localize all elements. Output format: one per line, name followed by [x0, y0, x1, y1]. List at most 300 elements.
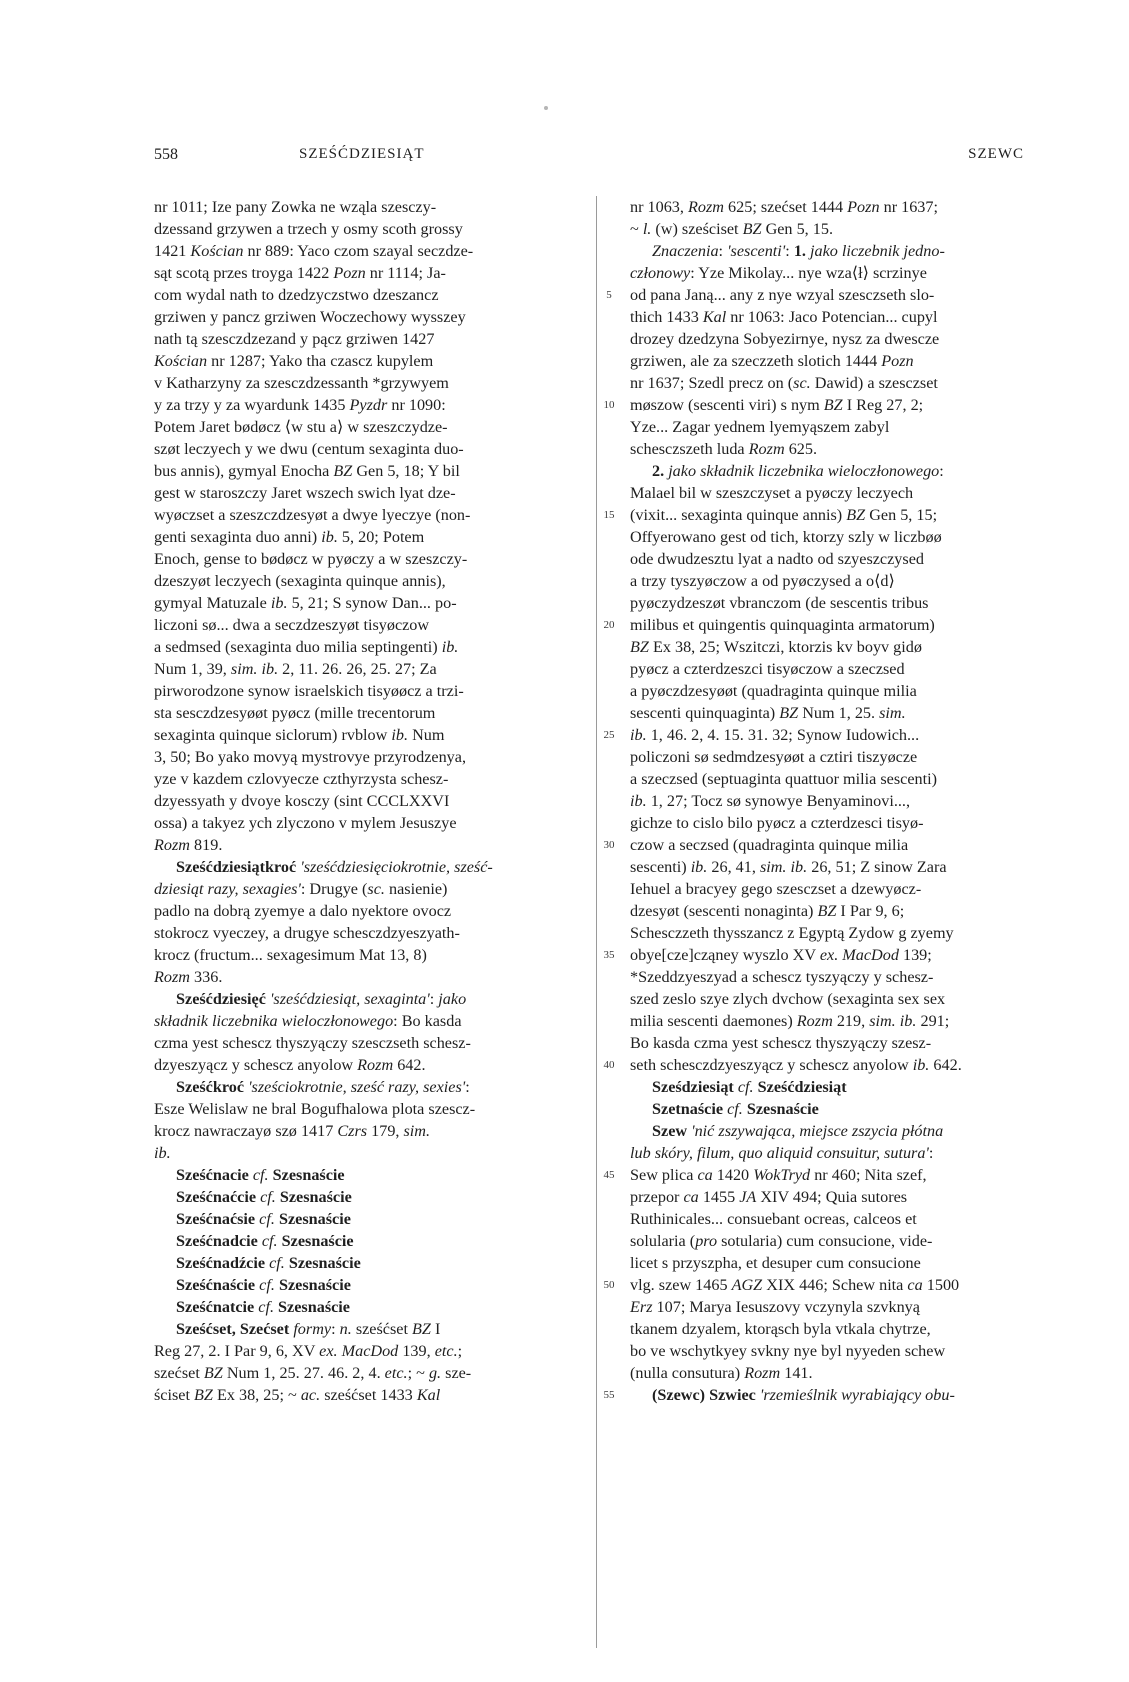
text-run: Gen 5, 15.	[761, 220, 833, 238]
text-run: bo ve wschytkyey svkny nye byl nyyeden schew	[630, 1342, 946, 1360]
text-line	[154, 482, 583, 504]
italic-run: Czrs	[337, 1122, 368, 1140]
text-line	[154, 658, 583, 680]
italic-run: ca	[907, 1276, 923, 1294]
text-line	[630, 1010, 1059, 1032]
text-run: nr 1090:	[387, 396, 446, 414]
italic-run: sim. ib.	[230, 660, 279, 678]
text-run: 26, 41,	[707, 858, 760, 876]
text-line	[630, 218, 1059, 240]
text-run: genti sexaginta duo anni)	[154, 528, 322, 546]
italic-run: sim. ib.	[869, 1012, 917, 1030]
text-line	[154, 768, 583, 790]
text-line	[154, 526, 583, 548]
text-line	[630, 768, 1059, 790]
text-run: com wydal nath to dzedzyczstwo dzeszancz	[154, 286, 439, 304]
text-run: : Yze Mikolay... nye wza⟨ł⟩ scrzinye	[690, 264, 927, 282]
text-run: Bo kasda czma yest schescz thyszyączy szesz-	[630, 1034, 932, 1052]
text-run: :	[718, 242, 728, 260]
text-run: nr 1637;	[879, 198, 938, 216]
text-line	[154, 1318, 583, 1340]
text-line	[630, 460, 1059, 482]
text-run: vlg. szew 1465	[630, 1276, 732, 1294]
text-run: sze-	[441, 1364, 472, 1382]
text-run: bus annis), gymyal Enocha	[154, 462, 334, 480]
text-run: 219,	[832, 1012, 870, 1030]
text-run: 1421	[154, 242, 191, 260]
headword: Sześćnaście	[176, 1276, 256, 1294]
text-run: ~	[630, 220, 643, 238]
text-run: czow a seczsed (quadraginta quinque milia	[630, 836, 909, 854]
text-run: Iehuel a bracyey gego szesczset a dzewyøcz-	[630, 880, 922, 898]
italic-run: pro	[695, 1232, 718, 1250]
text-line	[630, 284, 1059, 306]
text-line	[630, 548, 1059, 570]
text-run: 291;	[916, 1012, 950, 1030]
text-run: 139,	[398, 1342, 435, 1360]
text-line	[630, 1274, 1059, 1296]
italic-run: cf.	[260, 1188, 276, 1206]
italic-run: Pozn	[333, 264, 366, 282]
italic-run: cf.	[737, 1078, 754, 1096]
text-run: przepor	[630, 1188, 684, 1206]
text-line	[630, 1318, 1059, 1340]
text-run: nr 1063,	[630, 198, 688, 216]
text-line	[630, 724, 1059, 746]
text-line	[154, 746, 583, 768]
text-line	[154, 1164, 583, 1186]
text-line	[154, 460, 583, 482]
text-run: :	[331, 1320, 340, 1338]
text-line	[154, 922, 583, 944]
italic-run: sim.	[879, 704, 906, 722]
headword: Szesnaście	[279, 1188, 352, 1206]
text-line	[630, 1098, 1059, 1120]
italic-run: BZ	[779, 704, 799, 722]
text-run: I Reg 27, 2;	[842, 396, 924, 414]
text-run: : Drugye (	[300, 880, 368, 898]
text-run: sescenti quinquaginta)	[630, 704, 780, 722]
italic-run: ib.	[391, 726, 409, 744]
text-run: sotularia) cum consucione, vide-	[717, 1232, 933, 1250]
text-run: grziwen, ale za szeczzeth slotich 1444	[630, 352, 882, 370]
italic-run: cf.	[252, 1166, 269, 1184]
italic-run: cf.	[269, 1254, 285, 1272]
italic-run: sim. ib.	[759, 858, 808, 876]
text-run: szećset	[154, 1364, 204, 1382]
italic-run: AGZ	[731, 1276, 763, 1294]
headword: 1.	[793, 242, 806, 260]
italic-run: ex. MacDod	[319, 1342, 399, 1360]
text-run: Gen 5, 18; Y bil	[352, 462, 460, 480]
text-line	[154, 790, 583, 812]
text-run: tkanem dzyalem, ktorąsch byla vtkala chytrze,	[630, 1320, 931, 1338]
text-run: sześćset 1433	[320, 1386, 417, 1404]
text-run: 141.	[780, 1364, 813, 1382]
text-run: sescenti)	[630, 858, 691, 876]
headword: Szesnaście	[272, 1166, 345, 1184]
headword: Szesnaście	[278, 1210, 351, 1228]
line-number: 45	[603, 1169, 615, 1181]
italic-run: członowy	[630, 264, 691, 282]
text-run: nr 1114; Ja-	[365, 264, 446, 282]
text-line	[154, 988, 583, 1010]
text-line	[630, 1164, 1059, 1186]
text-line	[154, 614, 583, 636]
text-run: wyøczset a szeszczdzesyøt a dwye lyeczye (non-	[154, 506, 471, 524]
text-line	[154, 1010, 583, 1032]
italic-run: sc.	[793, 374, 811, 392]
text-run: liczoni sø... dwa a seczdzeszyøt tisyøczow	[154, 616, 430, 634]
text-run: dzyeszyącz y schescz anyolow	[154, 1056, 358, 1074]
headword: Szetnaście	[652, 1100, 724, 1118]
text-line	[630, 702, 1059, 724]
text-run: 107; Marya Iesuszovy vczynyla szvknyą	[652, 1298, 920, 1316]
text-run: 179,	[367, 1122, 404, 1140]
text-line	[630, 306, 1059, 328]
text-run: sta sesczdzesyøøt pyøcz (mille trecentorum	[154, 704, 436, 722]
text-run: policzoni sø sedmdzesyøøt a cztiri tiszyøcze	[630, 748, 918, 766]
page-header	[154, 146, 1024, 170]
headword: Sześćnaćcie	[176, 1188, 257, 1206]
headword: Sześćdziesięć	[176, 990, 266, 1008]
italic-run: sim.	[403, 1122, 431, 1140]
italic-run: Erz	[630, 1298, 653, 1316]
text-run: milibus et quingentis quinquaginta armatorum)	[630, 616, 935, 634]
text-line	[630, 1296, 1059, 1318]
text-line	[630, 1186, 1059, 1208]
text-run: gest w staroszczy Jaret wszech swich lyat dze-	[154, 484, 456, 502]
line-number: 5	[606, 289, 612, 301]
italic-run: etc.	[434, 1342, 458, 1360]
text-run: a trzy tyszyøczow a od pyøczysed a o⟨d⟩	[630, 572, 895, 590]
text-line	[154, 548, 583, 570]
scan-speck	[544, 106, 548, 110]
italic-run: ib.	[630, 792, 647, 810]
text-line	[154, 1274, 583, 1296]
text-run: Esze Welislaw ne bral Bogufhalowa plota szescz-	[154, 1100, 476, 1118]
text-line	[154, 218, 583, 240]
text-line	[630, 350, 1059, 372]
text-run: nr 1011; Ize pany Zowka ne wząla szesczy-	[154, 198, 437, 216]
line-number: 20	[603, 619, 615, 631]
text-run: :	[429, 990, 439, 1008]
headword: Sześćdziesiątkroć	[176, 858, 297, 876]
italic-run: ib.	[154, 1144, 171, 1162]
text-line	[630, 856, 1059, 878]
italic-run: JA	[739, 1188, 757, 1206]
text-run: obye[cze]cząney wyszlo XV	[630, 946, 820, 964]
text-line	[154, 1120, 583, 1142]
text-line	[154, 1208, 583, 1230]
text-run: Potem Jaret bødøcz ⟨w stu a⟩ w szeszczydze-	[154, 418, 448, 436]
text-run: pyøcz a czterdzeszci tisyøczow a szeczsed	[630, 660, 905, 678]
text-run: pirworodzone synow israelskich tisyøøcz a trzi-	[154, 682, 464, 700]
text-line	[630, 196, 1059, 218]
text-run: 139;	[898, 946, 932, 964]
italic-run: 'sześciokrotnie, sześć razy, sexies'	[248, 1078, 466, 1096]
text-line	[154, 1384, 583, 1406]
italic-run: Rozm	[744, 1364, 781, 1382]
italic-run: Pyzdr	[349, 396, 388, 414]
headword: Sześćset, Szećset	[176, 1320, 290, 1338]
italic-run: jako składnik liczebnika wieloczłonowego	[668, 462, 940, 480]
text-run: Gen 5, 15;	[865, 506, 938, 524]
text-line	[154, 240, 583, 262]
text-run: seth schesczdzyeszyącz y schescz anyolow	[630, 1056, 913, 1074]
text-line	[154, 394, 583, 416]
text-run: 3, 50; Bo yako movyą mystrovye przyrodzenya,	[154, 748, 466, 766]
text-run: 1, 27; Tocz sø synowye Benyaminovi...,	[646, 792, 911, 810]
text-run: nasienie)	[384, 880, 448, 898]
italic-run: BZ	[742, 220, 762, 238]
text-line	[630, 988, 1059, 1010]
text-line	[630, 614, 1059, 636]
italic-run: WokTryd	[753, 1166, 811, 1184]
text-line	[154, 196, 583, 218]
text-line	[630, 812, 1059, 834]
left-running-head: SZEŚĆDZIESIĄT	[299, 146, 425, 162]
text-run: nr 460; Nita szef,	[810, 1166, 927, 1184]
text-run: krocz (fructum... sexagesimum Mat 13, 8)	[154, 946, 427, 964]
text-run: :	[939, 462, 944, 480]
text-line	[630, 922, 1059, 944]
italic-run: ib.	[441, 638, 459, 656]
italic-run: BZ	[412, 1320, 431, 1338]
headword: Sześćnacie	[176, 1166, 249, 1184]
text-run: møszow (sescenti viri) s nym	[630, 396, 824, 414]
headword: Szesnaście	[281, 1232, 354, 1250]
line-number: 10	[603, 399, 615, 411]
text-line	[154, 1142, 583, 1164]
text-run: : Bo kasda	[393, 1012, 462, 1030]
text-line	[630, 1032, 1059, 1054]
text-line	[630, 394, 1059, 416]
text-line	[154, 372, 583, 394]
text-line	[154, 1186, 583, 1208]
text-run: ; ~	[407, 1364, 429, 1382]
text-run: gymyal Matuzale	[154, 594, 271, 612]
italic-run: ca	[697, 1166, 713, 1184]
italic-run: cf.	[258, 1298, 274, 1316]
text-run: Num 1, 39,	[154, 660, 231, 678]
text-run: nr 1287; Yako tha czascz kupylem	[207, 352, 434, 370]
text-run: padlo na dobrą zyemye a dalo nyektore ovocz	[154, 902, 452, 920]
text-line	[630, 636, 1059, 658]
text-run: I	[430, 1320, 441, 1338]
text-run: a szeczsed (septuaginta quattuor milia sescenti)	[630, 770, 937, 788]
text-line	[630, 570, 1059, 592]
text-line	[630, 790, 1059, 812]
text-run: y za trzy y za wyardunk 1435	[154, 396, 350, 414]
text-run: nr 1063: Jaco Potencian... cupyl	[726, 308, 938, 326]
text-line	[154, 1230, 583, 1252]
text-line	[154, 328, 583, 350]
italic-run: 'sescenti'	[727, 242, 786, 260]
headword: (Szewc) Szwiec	[652, 1386, 756, 1404]
text-run: ściset	[154, 1386, 195, 1404]
text-run: grziwen y pancz grziwen Woczechowy wysszey	[154, 308, 466, 326]
text-line	[630, 482, 1059, 504]
text-run: a pyøczdzesyøøt (quadraginta quinque milia	[630, 682, 917, 700]
italic-run: cf.	[259, 1276, 275, 1294]
italic-run: Rozm	[154, 968, 190, 986]
text-run: Ex 38, 25; ~	[212, 1386, 301, 1404]
text-line	[154, 680, 583, 702]
text-run: Num	[408, 726, 445, 744]
italic-run: 'sześćdziesiąt, sexaginta'	[269, 990, 430, 1008]
text-run: 1455	[698, 1188, 740, 1206]
text-run: Enoch, gense to bødøcz w pyøczy a w szeszczy-	[154, 550, 468, 568]
text-run: I Par 9, 6;	[836, 902, 905, 920]
italic-run: ib.	[270, 594, 288, 612]
text-line	[154, 834, 583, 856]
text-run: 1500	[922, 1276, 960, 1294]
left-column	[154, 196, 583, 1406]
italic-run: dziesiąt razy, sexagies'	[154, 880, 301, 898]
italic-run: BZ	[333, 462, 353, 480]
text-line	[630, 1252, 1059, 1274]
text-run: 625.	[784, 440, 818, 458]
italic-run: Rozm	[357, 1056, 394, 1074]
text-run: Malael bil w szeszczyset a pyøczy leczyech	[630, 484, 914, 502]
italic-run: Kościan	[190, 242, 244, 260]
italic-run: Rozm	[688, 198, 724, 216]
text-line	[630, 592, 1059, 614]
text-line	[154, 900, 583, 922]
text-run: *Szeddzyeszyad a schescz tyszyączy y schesz-	[630, 968, 934, 986]
text-run: (nulla consutura)	[630, 1364, 745, 1382]
text-run: (vixit... sexaginta quinque annis)	[630, 506, 847, 524]
italic-run: Pozn	[847, 198, 880, 216]
text-run: nr 889: Yaco czom szayal seczdze-	[243, 242, 474, 260]
text-line	[154, 416, 583, 438]
line-number: 55	[603, 1389, 615, 1401]
text-run: :	[465, 1078, 470, 1096]
text-run: solularia (	[630, 1232, 696, 1250]
headword: Sześćdziesiąt	[757, 1078, 847, 1096]
italic-run: ib.	[690, 858, 708, 876]
text-line	[154, 944, 583, 966]
text-line	[154, 306, 583, 328]
italic-run: n.	[339, 1320, 352, 1338]
text-line	[154, 438, 583, 460]
right-running-head: SZEWC	[968, 146, 1024, 162]
text-run: :	[928, 1144, 934, 1162]
text-run: szed zeslo szye zlych dvchow (sexaginta sex sex	[630, 990, 946, 1008]
text-run: 642.	[929, 1056, 962, 1074]
italic-run: lub skóry, filum, quo aliquid consuitur, sutura'	[630, 1144, 929, 1162]
text-line	[630, 1340, 1059, 1362]
text-line	[154, 504, 583, 526]
text-run: szøt leczyech y we dwu (centum sexaginta duo-	[154, 440, 464, 458]
text-run: sześćset	[351, 1320, 412, 1338]
italic-run: BZ	[823, 396, 843, 414]
headword: Szesnaście	[746, 1100, 819, 1118]
italic-run: l.	[642, 220, 652, 238]
text-run: Dawid) a szesczset	[810, 374, 938, 392]
italic-run: Rozm	[748, 440, 785, 458]
text-line	[154, 966, 583, 988]
text-line	[154, 570, 583, 592]
text-line	[154, 636, 583, 658]
headword: Szesnaście	[278, 1298, 350, 1316]
italic-run: ib.	[912, 1056, 930, 1074]
text-run: :	[785, 242, 794, 260]
text-line	[630, 878, 1059, 900]
text-line	[630, 680, 1059, 702]
text-run: sąt scotą przes troyga 1422	[154, 264, 334, 282]
text-run: drozey dzedzyna Sobyezirnye, nysz za dwescze	[630, 330, 940, 348]
line-number: 30	[603, 839, 615, 851]
text-line	[630, 746, 1059, 768]
text-line	[630, 1384, 1059, 1406]
text-line	[154, 1076, 583, 1098]
italic-run: składnik liczebnika wieloczłonowego	[154, 1012, 394, 1030]
text-line	[154, 1098, 583, 1120]
text-line	[154, 284, 583, 306]
italic-run: BZ	[846, 506, 866, 524]
italic-run: ib.	[321, 528, 338, 546]
text-line	[630, 966, 1059, 988]
headword: 2.	[652, 462, 665, 480]
column-rule	[596, 196, 597, 1648]
text-run: thich 1433	[630, 308, 703, 326]
text-run: Yze... Zagar yednem lyemyąszem zabyl	[630, 418, 890, 436]
text-line	[154, 1296, 583, 1318]
text-line	[154, 1362, 583, 1384]
text-line	[154, 702, 583, 724]
headword: Sześdziesiąt	[652, 1078, 734, 1096]
italic-run: g.	[428, 1364, 442, 1382]
italic-run: Rozm	[796, 1012, 833, 1030]
text-run: 819.	[189, 836, 223, 854]
italic-run: cf.	[261, 1232, 278, 1250]
text-line	[630, 526, 1059, 548]
italic-run: ib.	[630, 726, 647, 744]
italic-run: Kal	[702, 308, 727, 326]
text-line	[630, 658, 1059, 680]
text-run: Reg 27, 2. I Par 9, 6, XV	[154, 1342, 320, 1360]
text-run: nath tą szesczdzezand y pącz grziwen 1427	[154, 330, 435, 348]
text-run: yze v kazdem czlovyecze czthyrzysta schesz-	[154, 770, 449, 788]
text-run: Sew plica	[630, 1166, 698, 1184]
text-run: ode dwudzesztu lyat a nadto od szyeszczysed	[630, 550, 924, 568]
line-number: 50	[603, 1279, 615, 1291]
italic-run: Znaczenia	[652, 242, 719, 260]
headword: Szesnaście	[288, 1254, 361, 1272]
text-run: schesczszeth luda	[630, 440, 749, 458]
text-line	[630, 262, 1059, 284]
text-run: Schesczzeth thysszancz z Egyptą Zydow g zyemy	[630, 924, 954, 942]
text-run: XIV 494; Quia sutores	[756, 1188, 908, 1206]
text-line	[630, 1142, 1059, 1164]
text-run: 625; szećset 1444	[723, 198, 848, 216]
headword: Szesnaście	[278, 1276, 351, 1294]
text-run: nr 1637; Szedl precz on (	[630, 374, 794, 392]
italic-run: Kościan	[154, 352, 208, 370]
text-run: ossa) a takyez ych zlyczono v mylem Jesuszye	[154, 814, 457, 832]
headword: Sześćnadźcie	[176, 1254, 266, 1272]
text-line	[154, 1340, 583, 1362]
line-number: 25	[603, 729, 615, 741]
italic-run: Pozn	[881, 352, 914, 370]
line-number: 40	[603, 1059, 615, 1071]
text-run: gichze to cislo bilo pyøcz a czterdzesci tisyø-	[630, 814, 924, 832]
right-column	[630, 196, 1059, 1406]
headword: Szew	[652, 1122, 688, 1140]
text-run: dzyessyath y dvoye kosczy (sint CCCLXXVI	[154, 792, 450, 810]
